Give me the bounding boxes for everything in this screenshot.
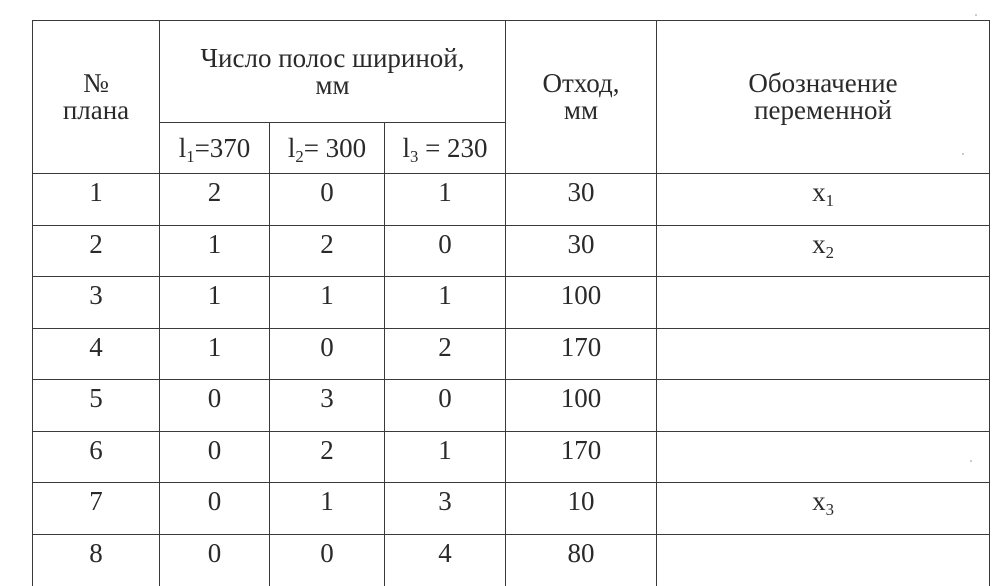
cell-strips-l1: 1 xyxy=(160,277,270,329)
cell-strips-l1: 0 xyxy=(160,534,270,586)
cell-strips-l3: 0 xyxy=(385,225,506,277)
header-waste-unit: мм xyxy=(563,95,599,125)
cell-waste: 170 xyxy=(506,328,657,380)
table-row xyxy=(33,380,990,432)
cell-waste: 30 xyxy=(506,174,657,226)
cell-variable: $x_3$ xyxy=(657,483,990,535)
cell-strips-l3: 2 xyxy=(385,328,506,380)
header-strips-title: Число полос шириной, xyxy=(200,42,465,73)
header-strips-unit: мм xyxy=(315,69,350,100)
table-row xyxy=(33,174,990,226)
header-waste xyxy=(506,21,657,174)
cell-strips-l2: 2 xyxy=(270,225,385,277)
cell-variable xyxy=(657,277,990,329)
cell-waste: 30 xyxy=(506,225,657,277)
cell-strips-l1: 0 xyxy=(160,380,270,432)
cell-strips-l2: 0 xyxy=(270,174,385,226)
cell-strips-l2: 2 xyxy=(270,431,385,483)
cell-strips-l1: 0 xyxy=(160,431,270,483)
header-plan-word: плана xyxy=(62,95,130,125)
cell-strips-l1: 1 xyxy=(160,328,270,380)
cell-waste: 100 xyxy=(506,277,657,329)
cell-strips-l1: 1 xyxy=(160,225,270,277)
cell-variable xyxy=(657,380,990,432)
header-strips-count xyxy=(160,21,506,123)
cell-plan-number: 2 xyxy=(33,225,160,277)
cell-strips-l3: 3 xyxy=(385,483,506,535)
header-width-1: $l_1=370$ xyxy=(160,123,270,174)
cell-waste: 80 xyxy=(506,534,657,586)
cell-strips-l2: 1 xyxy=(270,483,385,535)
cell-plan-number: 6 xyxy=(33,431,160,483)
header-plan-number xyxy=(33,21,160,174)
cell-plan-number: 3 xyxy=(33,277,160,329)
cell-variable xyxy=(657,534,990,586)
table-row xyxy=(33,277,990,329)
cell-plan-number: 1 xyxy=(33,174,160,226)
cell-strips-l2: 0 xyxy=(270,328,385,380)
cell-waste: 100 xyxy=(506,380,657,432)
cell-plan-number: 4 xyxy=(33,328,160,380)
header-row-main xyxy=(33,21,990,123)
cell-strips-l1: 2 xyxy=(160,174,270,226)
cell-strips-l2: 3 xyxy=(270,380,385,432)
cell-plan-number: 7 xyxy=(33,483,160,535)
header-waste-title: Отход, xyxy=(542,68,620,98)
header-var-title: Обозначение xyxy=(748,68,898,98)
cell-strips-l3: 1 xyxy=(385,277,506,329)
table-row xyxy=(33,225,990,277)
table-row xyxy=(33,431,990,483)
table-body xyxy=(33,174,990,586)
cell-strips-l3: 4 xyxy=(385,534,506,586)
cell-strips-l3: 1 xyxy=(385,174,506,226)
cell-strips-l1: 0 xyxy=(160,483,270,535)
scan-speck xyxy=(970,460,972,462)
header-plan-no-sign: № xyxy=(83,68,109,98)
scan-speck xyxy=(975,14,977,16)
cell-strips-l2: 1 xyxy=(270,277,385,329)
cell-variable: $x_1$ xyxy=(657,174,990,226)
cell-waste: 10 xyxy=(506,483,657,535)
table-row xyxy=(33,328,990,380)
cutting-plan-table xyxy=(32,20,990,586)
cell-variable: $x_2$ xyxy=(657,225,990,277)
header-width-3: $l_3 = 230$ xyxy=(385,123,506,174)
table-row xyxy=(33,483,990,535)
header-var-word: переменной xyxy=(754,95,892,125)
cell-strips-l3: 1 xyxy=(385,431,506,483)
cell-variable xyxy=(657,431,990,483)
scan-speck xyxy=(962,153,964,155)
table-row xyxy=(33,534,990,586)
cell-plan-number: 8 xyxy=(33,534,160,586)
header-width-2: $l_2= 300$ xyxy=(270,123,385,174)
cell-waste: 170 xyxy=(506,431,657,483)
header-variable xyxy=(657,21,990,174)
cell-strips-l2: 0 xyxy=(270,534,385,586)
cell-variable xyxy=(657,328,990,380)
cell-strips-l3: 0 xyxy=(385,380,506,432)
cell-plan-number: 5 xyxy=(33,380,160,432)
